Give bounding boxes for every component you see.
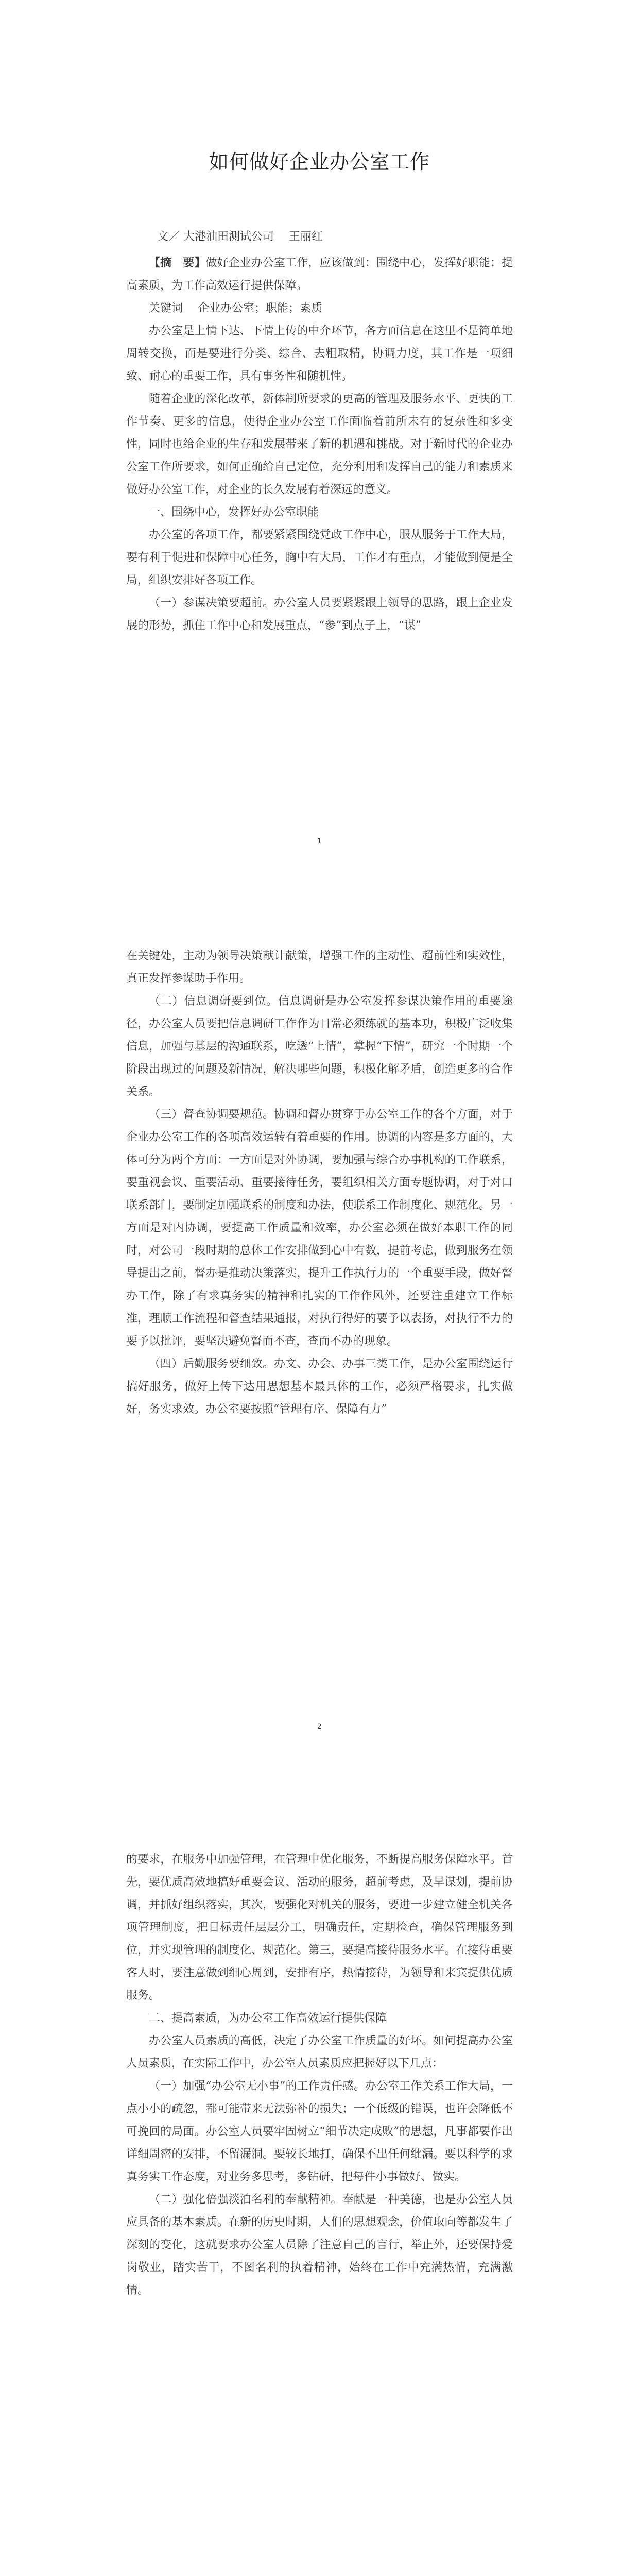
page-1 (0, 0, 639, 904)
section-heading: 二、提高素质，为办公室工作高效运行提供保障 (149, 2012, 387, 2025)
paragraph: （一）加强“办公室无小事”的工作责任感。办公室工作关系工作大局，一点小小的疏忽，都可能带来无法弥补的损失；一个低级的错误，也许会降低不可挽回的局面。办公室人员要牢固树立“细节决定成败”的思想，凡事都要作出详细周密的安排，不留漏洞。要较长地打，确保不出任何纰漏。要以科学的求真务实工作态度，对业务多思考，多钻研，把每件小事做好、做实。 (126, 2080, 513, 2183)
page-2-body (126, 945, 513, 1421)
abstract (126, 251, 513, 297)
page-number: 1 (317, 837, 322, 845)
page-3 (0, 1807, 639, 2576)
paragraph: 办公室人员素质的高低，决定了办公室工作质量的好坏。如何提高办公室人员素质，在实际工作中，办公室人员素质应把握好以下几点： (126, 2035, 513, 2070)
keywords: 关键词 企业办公室；职能；素质 (149, 302, 322, 315)
paragraph: （四）后勤服务要细致。办文、办会、办事三类工作，是办公室围绕运行搞好服务，做好上传下达用思想基本最具体的工作，必须严格要求，扎实做好，务实求效。办公室要按照“管理有序、保障有力” (126, 1358, 513, 1416)
section-heading: 一、围绕中心，发挥好办公室职能 (149, 506, 319, 519)
page-2 (0, 904, 639, 1807)
author-line: 文／ 大港油田测试公司 王丽红 (157, 230, 323, 243)
paragraph: （三）督查协调要规范。协调和督办贯穿于办公室工作的各个方面，对于企业办公室工作的各项高效运转有着重要的作用。协调的内容是多方面的，大体可分为两个方面：一方面是对外协调，要加强与综合办事机构的工作联系，要重视会议、重要活动、重要接待任务，要组织相关方面专题协调，对于对口联系部门，要制定加强联系的制度和办法，使联系工作制度化、规范化。另一方面是对内协调，要提高工作质量和效率，办公室必须在做好本职工作的同时，对公司一段时期的总体工作安排做到心中有数，提前考虑，做到服务在领导提出之前，督办是推动决策落实，提升工作执行力的一个重要手段，做好督办工作，除了有求真务实的精神和扎实的工作作风外，还要注重建立工作标准，理顺工作流程和督查结果通报，对执行得好的要予以表扬，对执行不力的要予以批评，要坚决避免督而不查，查而不办的现象。 (126, 1108, 513, 1348)
page-1-body (126, 146, 513, 637)
paragraph: （一）参谋决策要超前。办公室人员要紧紧跟上领导的思路，跟上企业发展的形势，抓住工作中心和发展重点，“参”到点子上，“谋” (126, 597, 513, 632)
page-number: 2 (317, 1723, 322, 1731)
paragraph: 办公室的各项工作，都要紧紧围绕党政工作中心，服从服务于工作大局，要有利于促进和保障中心任务，胸中有大局，工作才有重点，才能做到便是全局，组织安排好各项工作。 (126, 529, 513, 587)
document-title: 如何做好企业办公室工作 (209, 150, 430, 173)
paragraph: 办公室是上情下达、下情上传的中介环节，各方面信息在这里不是简单地周转交换，而是要进行分类、综合、去粗取精，协调力度，其工作是一项细致、耐心的重要工作，具有事务性和随机性。 (126, 325, 513, 383)
paragraph: （二）信息调研要到位。信息调研是办公室发挥参谋决策作用的重要途径，办公室人员要把信息调研工作作为日常必须练就的基本功，积极广泛收集信息，加强与基层的沟通联系，吃透“上情”，掌握“下情”，研究一个时期一个阶段出现过的问题及新情况，解决哪些问题，积极化解矛盾，创造更多的合作关系。 (126, 995, 513, 1098)
paragraph: 的要求，在服务中加强管理，在管理中优化服务，不断提高服务保障水平。首先，要优质高效地搞好重要会议、活动的服务，超前考虑，及早谋划，提前协调，并抓好组织落实，其次，要强化对机关的服务，要进一步建立健全机关各项管理制度，把目标责任层层分工，明确责任，定期检查，确保管理服务到位，并实现管理的制度化、规范化。第三，要提高接待服务水平。在接待重要客人时，要注意做到细心周到，安排有序，热情接待，为领导和来宾提供优质服务。 (126, 1853, 513, 2002)
paragraph: 在关键处，主动为领导决策献计献策，增强工作的主动性、超前性和实效性，真正发挥参谋助手作用。 (126, 950, 513, 985)
paragraph: 随着企业的深化改革，新体制所要求的更高的管理及服务水平、更快的工作节奏、更多的信息，使得企业办公室工作面临着前所未有的复杂性和多变性，同时也给企业的生存和发展带来了新的机遇和挑战。对于新时代的企业办公室工作所要求，如何正确给自己定位，充分利用和发挥自己的能力和素质来做好办公室工作，对企业的长久发展有着深远的意义。 (126, 393, 513, 496)
abstract-text: 做好企业办公室工作，应该做到：围绕中心，发挥好职能；提高素质，为工作高效运行提供保障。 (126, 257, 513, 292)
page-3-body (126, 1849, 513, 2302)
abstract-label: 【摘 要】 (149, 256, 206, 269)
paragraph: （二）强化倍强淡泊名利的奉献精神。奉献是一种美德，也是办公室人员应具备的基本素质。在新的历史时期，人们的思想观念，价值取向等都发生了深刻的变化，这就要求办公室人员除了注意自己的言行，举止外，还要保持爱岗敬业，踏实苦干，不图名利的执着精神，始终在工作中充满热情，充满激情。 (126, 2193, 513, 2297)
